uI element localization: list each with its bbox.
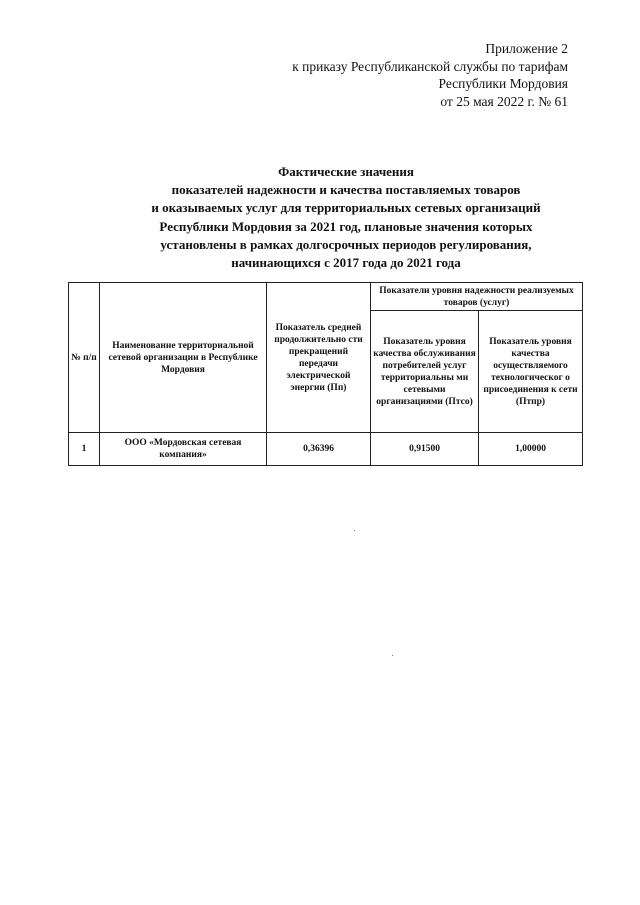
row-num: 1 [69,433,100,466]
title-line: показателей надежности и качества поставляемых товаров [171,182,521,198]
header-num: № п/п [69,283,100,433]
title-line: и оказываемых услуг для территориальных сетевых организаций [151,200,541,216]
table-row [69,433,583,466]
scan-speck [354,530,355,531]
annex-block [292,40,568,110]
row-org-name: ООО «Мордовская сетевая компания» [100,433,267,466]
row-ptpr-value: 1,00000 [479,433,583,466]
title-line: начинающихся с 2017 года до 2021 года [231,255,461,271]
annex-line: от 25 мая 2022 г. № 61 [440,93,568,109]
annex-line: Приложение 2 [485,41,568,56]
header-reliability-group: Показатели уровня надежности реализуемых товаров (услуг) [371,283,583,311]
document-title [96,163,596,272]
header-ptpr: Показатель уровня качества осуществляемого технологическог о присоединения к сети (Птпр) [479,311,583,433]
row-pp-value: 0,36396 [267,433,371,466]
annex-line: Республики Мордовия [438,76,568,91]
header-org-name: Наименование территориальной сетевой организации в Республике Мордовия [100,283,267,433]
title-line: установлены в рамках долгосрочных периодов регулирования, [160,236,532,252]
scan-speck [392,655,393,656]
title-line: Республики Мордовия за 2021 год, плановые значения которых [159,218,533,234]
header-pp: Показатель средней продолжительно сти прекращений передачи электрической энергии (Пп) [267,283,371,433]
annex-line: к приказу Республиканской службы по тарифам [292,58,568,74]
header-ptso: Показатель уровня качества обслуживания потребителей услуг территориальны ми сетевыми организациями (Птсо) [371,311,479,433]
row-ptso-value: 0,91500 [371,433,479,466]
indicators-table [68,282,583,466]
title-line: Фактические значения [278,164,414,179]
